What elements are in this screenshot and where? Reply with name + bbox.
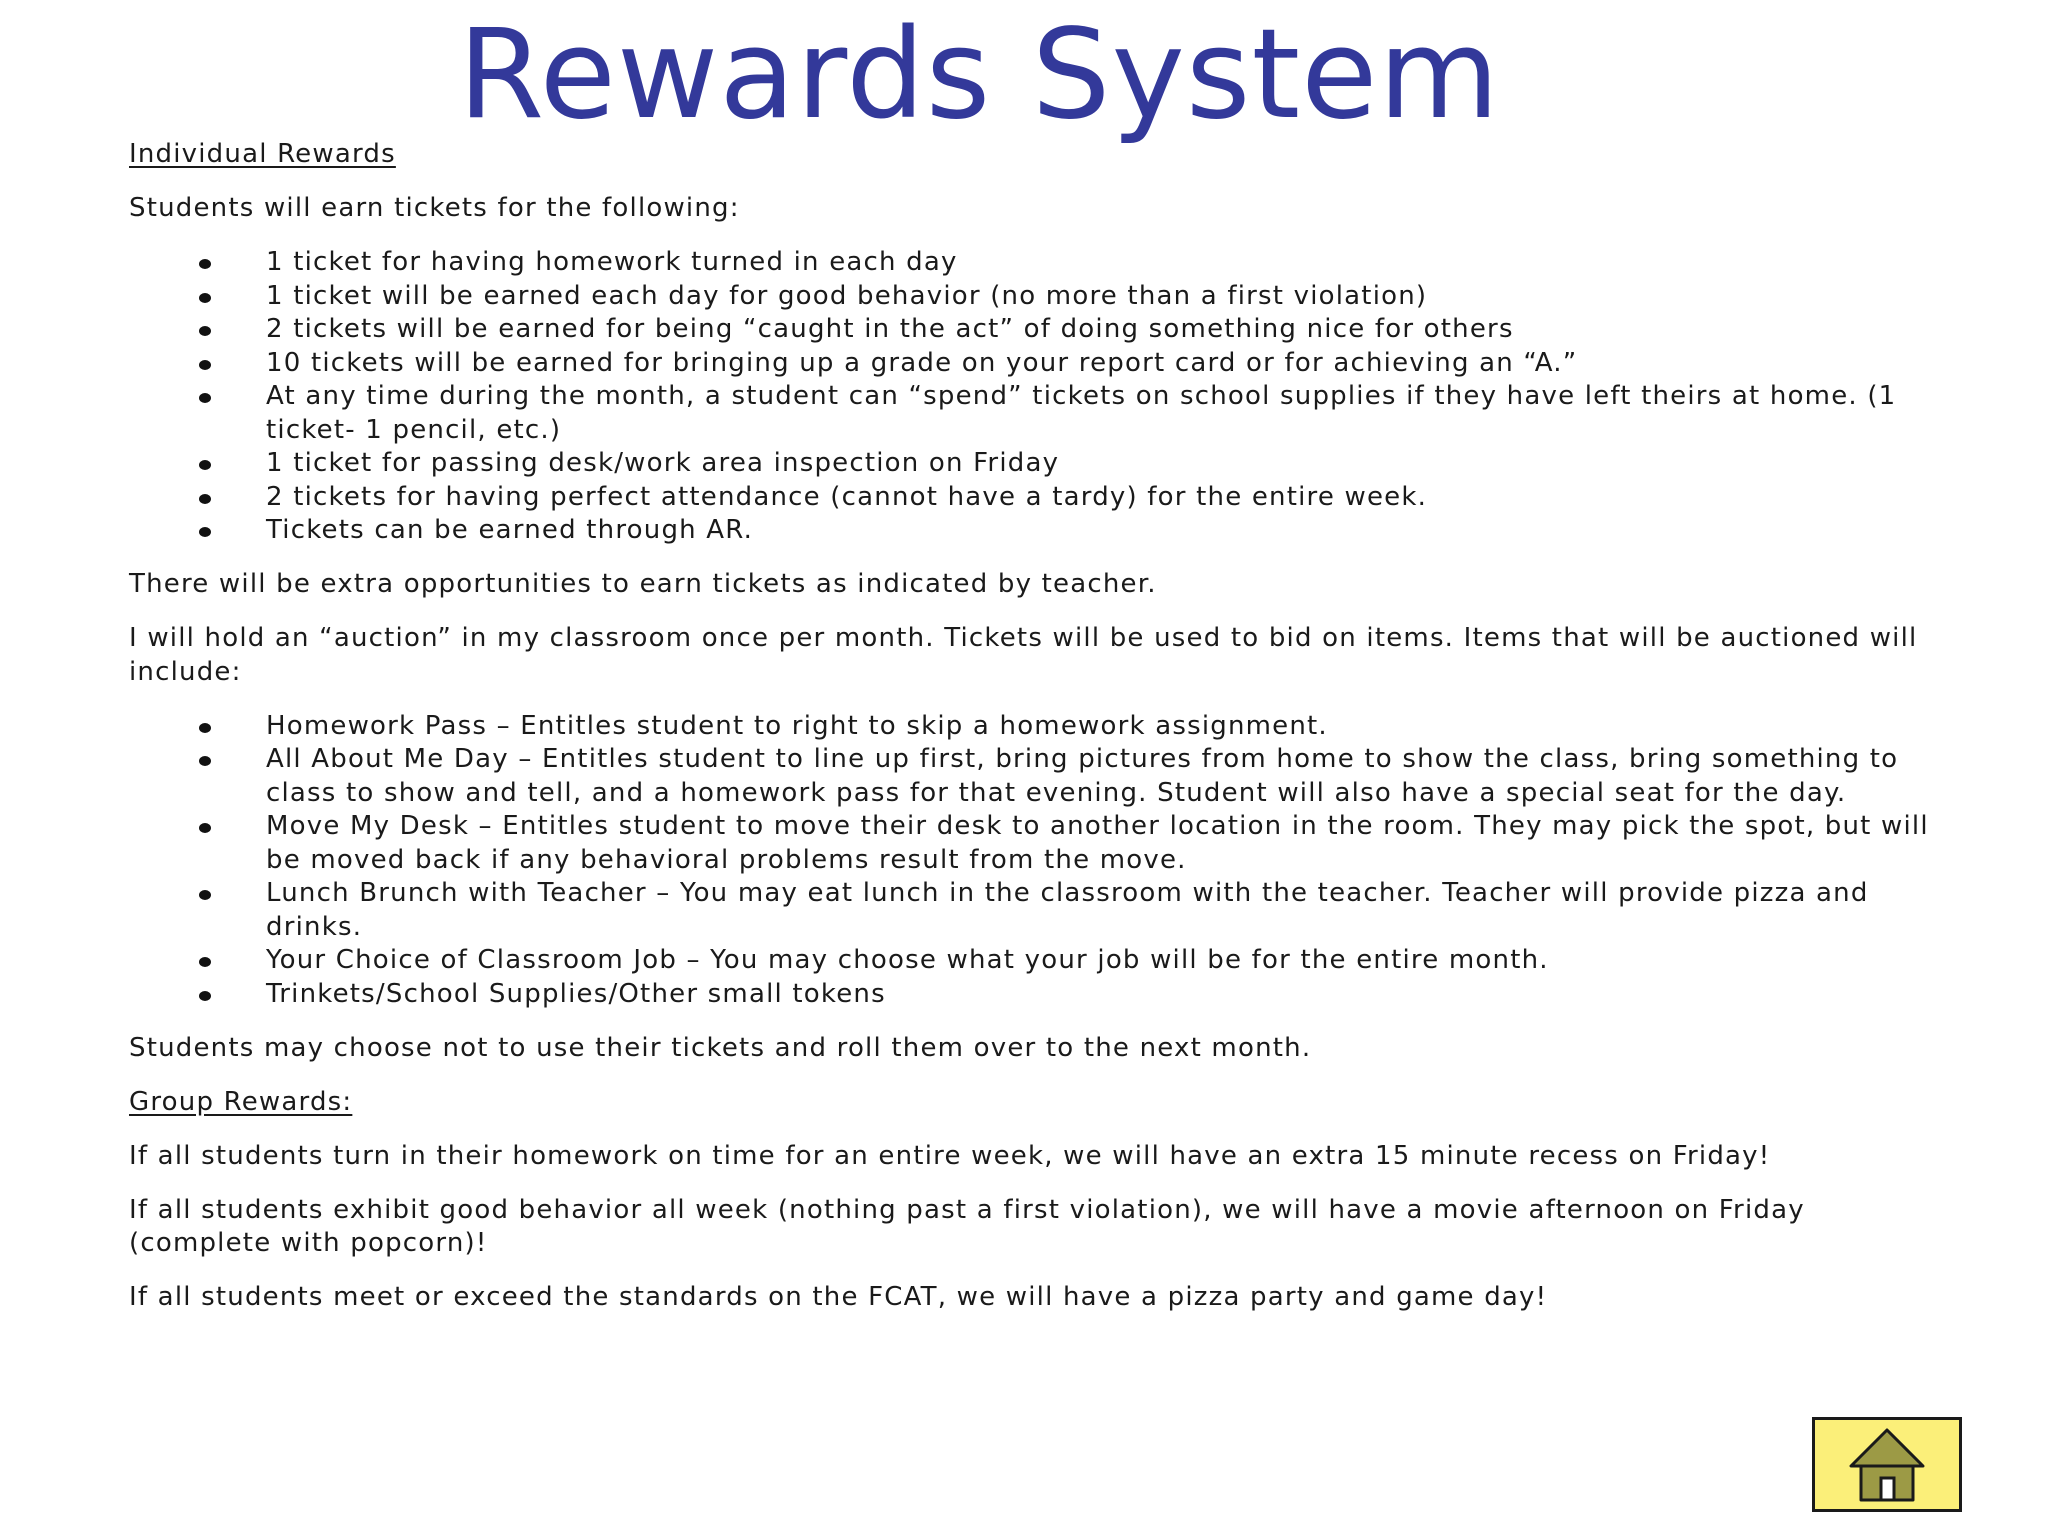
- auction-items-list: [129, 710, 1949, 1012]
- auction-intro: I will hold an “auction” in my classroom once per month. Tickets will be used to bid on items. Items that will be auctioned will include:: [129, 623, 1918, 687]
- list-item: 1 ticket for having homework turned in each day: [129, 246, 1949, 280]
- home-icon: [1847, 1426, 1927, 1504]
- list-item: Your Choice of Classroom Job – You may choose what your job will be for the entire month.: [129, 944, 1949, 978]
- home-button[interactable]: [1812, 1417, 1962, 1512]
- document-body: [129, 138, 1949, 1335]
- extra-opportunities-text: There will be extra opportunities to earn tickets as indicated by teacher.: [129, 569, 1157, 599]
- list-item: 1 ticket for passing desk/work area inspection on Friday: [129, 447, 1949, 481]
- rollover-text: Students may choose not to use their tickets and roll them over to the next month.: [129, 1032, 1312, 1063]
- list-item: Homework Pass – Entitles student to right to skip a homework assignment.: [129, 710, 1949, 744]
- group-paragraph: If all students exhibit good behavior all week (nothing past a first violation), we will have a movie afternoon on Friday (complete with popcorn)!: [129, 1194, 1805, 1258]
- page-title: Rewards System: [458, 3, 1501, 147]
- list-item: Trinkets/School Supplies/Other small tokens: [129, 978, 1949, 1012]
- individual-rewards-heading: Individual Rewards: [129, 139, 396, 169]
- group-paragraph: If all students turn in their homework on time for an entire week, we will have an extra 15 minute recess on Friday!: [129, 1140, 1771, 1171]
- group-paragraph: If all students meet or exceed the standards on the FCAT, we will have a pizza party and game day!: [129, 1282, 1548, 1312]
- list-item: 2 tickets will be earned for being “caught in the act” of doing something nice for others: [129, 313, 1949, 347]
- list-item: Move My Desk – Entitles student to move their desk to another location in the room. They may pick the spot, but will be moved back if any behavioral problems result from the move.: [129, 810, 1949, 877]
- group-rewards-heading: Group Rewards:: [129, 1086, 353, 1117]
- list-item: At any time during the month, a student can “spend” tickets on school supplies if they have left theirs at home. (1 ticket- 1 pencil, etc.): [129, 380, 1949, 447]
- ticket-earning-list: [129, 246, 1949, 548]
- list-item: 1 ticket will be earned each day for good behavior (no more than a first violation): [129, 280, 1949, 314]
- list-item: Lunch Brunch with Teacher – You may eat lunch in the classroom with the teacher. Teacher will provide pizza and drinks.: [129, 877, 1949, 944]
- list-item: 2 tickets for having perfect attendance (cannot have a tardy) for the entire week.: [129, 481, 1949, 515]
- list-item: 10 tickets will be earned for bringing up a grade on your report card or for achieving an “A.”: [129, 347, 1949, 381]
- list-item: All About Me Day – Entitles student to line up first, bring pictures from home to show the class, bring something to class to show and tell, and a homework pass for that evening. Student will also have a special seat for the day.: [129, 743, 1949, 810]
- individual-intro: Students will earn tickets for the following:: [129, 193, 740, 223]
- list-item: Tickets can be earned through AR.: [129, 514, 1949, 548]
